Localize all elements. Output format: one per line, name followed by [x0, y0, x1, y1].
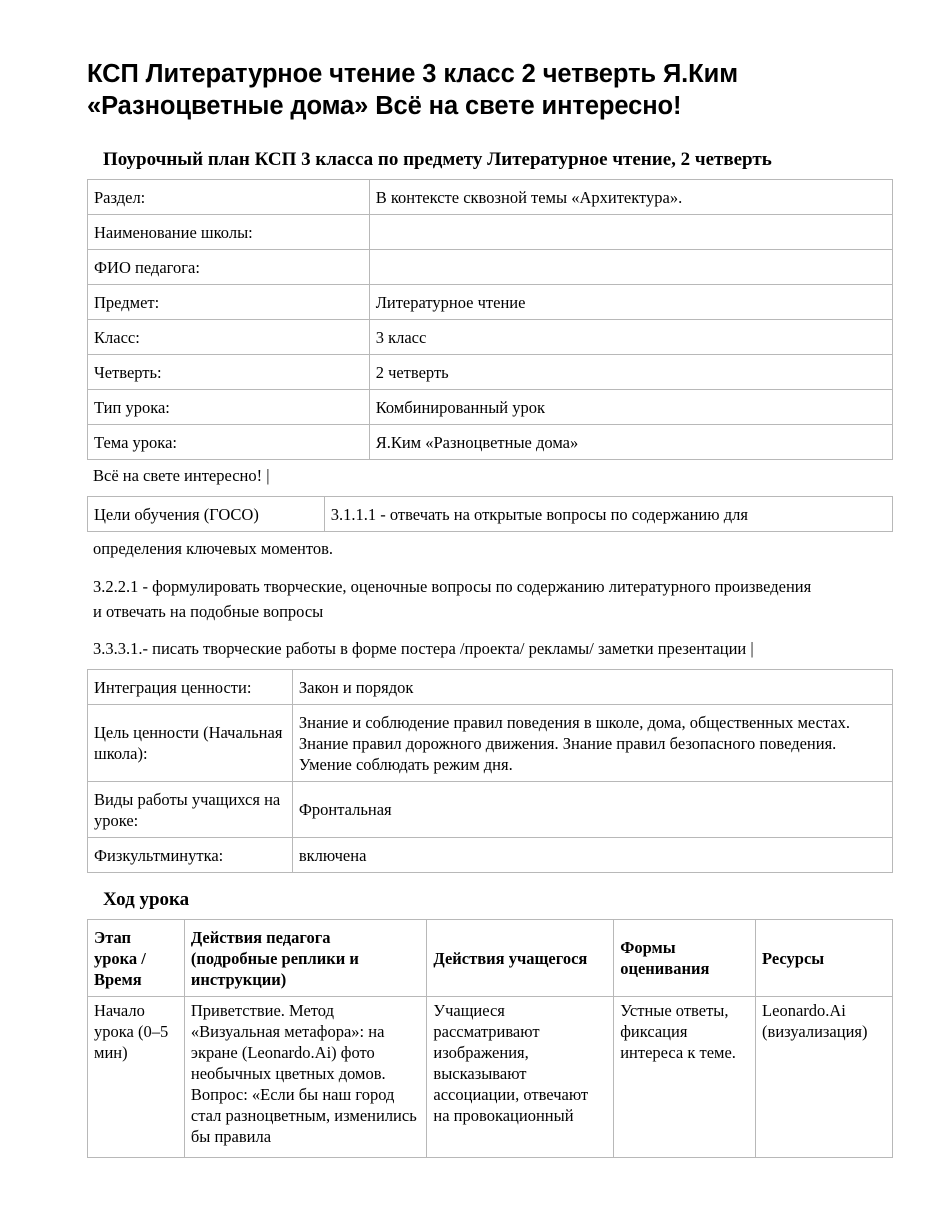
goals-label: Цели обучения (ГОСО): [88, 497, 325, 532]
info-label: Тема урока:: [88, 425, 370, 460]
values-table: [87, 669, 893, 873]
lesson-cell-resources: Leonardo.Ai (визуализация): [756, 997, 893, 1158]
lesson-cell-student: Учащиеся рассматривают изображения, высказывают ассоциации, отвечают на провокационный: [427, 997, 614, 1158]
values-label: Виды работы учащихся на уроке:: [88, 782, 293, 838]
info-label: Тип урока:: [88, 390, 370, 425]
info-row-subject: [88, 285, 893, 320]
lesson-heading: Ход урока: [103, 889, 190, 910]
values-value: Знание и соблюдение правил поведения в школе, дома, общественных местах. Знание правил дорожного движения. Знание правил безопасного поведения. Умение соблюдать режим дня.: [292, 705, 892, 782]
info-value: 3 класс: [369, 320, 892, 355]
values-label: Физкультминутка:: [88, 838, 293, 873]
info-label: ФИО педагога:: [88, 250, 370, 285]
info-row-class: [88, 320, 893, 355]
document-title-line-2: «Разноцветные дома» Всё на свете интересно!: [87, 92, 682, 120]
document-title: [87, 58, 893, 122]
info-table: [87, 179, 893, 460]
info-row-school: [88, 215, 893, 250]
info-label: Класс:: [88, 320, 370, 355]
values-label: Цель ценности (Начальная школа):: [88, 705, 293, 782]
values-label: Интеграция ценности:: [88, 670, 293, 705]
values-row-work-types: [88, 782, 893, 838]
info-label: Предмет:: [88, 285, 370, 320]
info-label: Четверть:: [88, 355, 370, 390]
lesson-cell-teacher: Приветствие. Метод «Визуальная метафора»: на экране (Leonardo.Ai) фото необычных цветных домов. Вопрос: «Если бы наш город стал разноцветным, изменились бы правила: [184, 997, 427, 1158]
info-value: Комбинированный урок: [369, 390, 892, 425]
info-value: 2 четверть: [369, 355, 892, 390]
after-info-text: Всё на свете интересно! |: [93, 466, 270, 485]
lesson-header-row: [88, 920, 893, 997]
info-row-section: [88, 180, 893, 215]
info-row-lesson-type: [88, 390, 893, 425]
info-value: [369, 215, 892, 250]
info-label: Раздел:: [88, 180, 370, 215]
values-row-goal: [88, 705, 893, 782]
lesson-header-stage: Этап урока / Время: [88, 920, 185, 997]
lesson-table: [87, 919, 893, 1158]
info-row-teacher: [88, 250, 893, 285]
goals-table: [87, 496, 893, 532]
info-value: В контексте сквозной темы «Архитектура».: [369, 180, 892, 215]
lesson-header-teacher: Действия педагога (подробные реплики и инструкции): [184, 920, 427, 997]
values-row-integration: [88, 670, 893, 705]
document-title-line-1: КСП Литературное чтение 3 класс 2 четверть Я.Ким: [87, 60, 738, 88]
goals-continuation: определения ключевых моментов.: [93, 539, 334, 558]
info-label: Наименование школы:: [88, 215, 370, 250]
lesson-cell-stage: Начало урока (0–5 мин): [88, 997, 185, 1158]
info-row-quarter: [88, 355, 893, 390]
info-row-lesson-topic: [88, 425, 893, 460]
goal-3-text: 3.3.3.1.- писать творческие работы в форме постера /проекта/ рекламы/ заметки презентации |: [93, 639, 754, 658]
goals-value: 3.1.1.1 - отвечать на открытые вопросы по содержанию для: [324, 497, 892, 532]
plan-subtitle: Поурочный план КСП 3 класса по предмету Литературное чтение, 2 четверть: [103, 149, 772, 170]
goal-2-text: 3.2.2.1 - формулировать творческие, оценочные вопросы по содержанию литературного произведения и отвечать на подобные вопросы: [93, 577, 812, 621]
lesson-cell-assessment: Устные ответы, фиксация интереса к теме.: [614, 997, 756, 1158]
values-row-physical-break: [88, 838, 893, 873]
lesson-row: [88, 997, 893, 1158]
info-value: Литературное чтение: [369, 285, 892, 320]
lesson-header-assessment: Формы оценивания: [614, 920, 756, 997]
document-page: [87, 58, 893, 122]
values-value: Фронтальная: [292, 782, 892, 838]
info-value: [369, 250, 892, 285]
info-value: Я.Ким «Разноцветные дома»: [369, 425, 892, 460]
values-value: включена: [292, 838, 892, 873]
lesson-header-student: Действия учащегося: [427, 920, 614, 997]
lesson-header-resources: Ресурсы: [756, 920, 893, 997]
values-value: Закон и порядок: [292, 670, 892, 705]
goals-row: [88, 497, 893, 532]
